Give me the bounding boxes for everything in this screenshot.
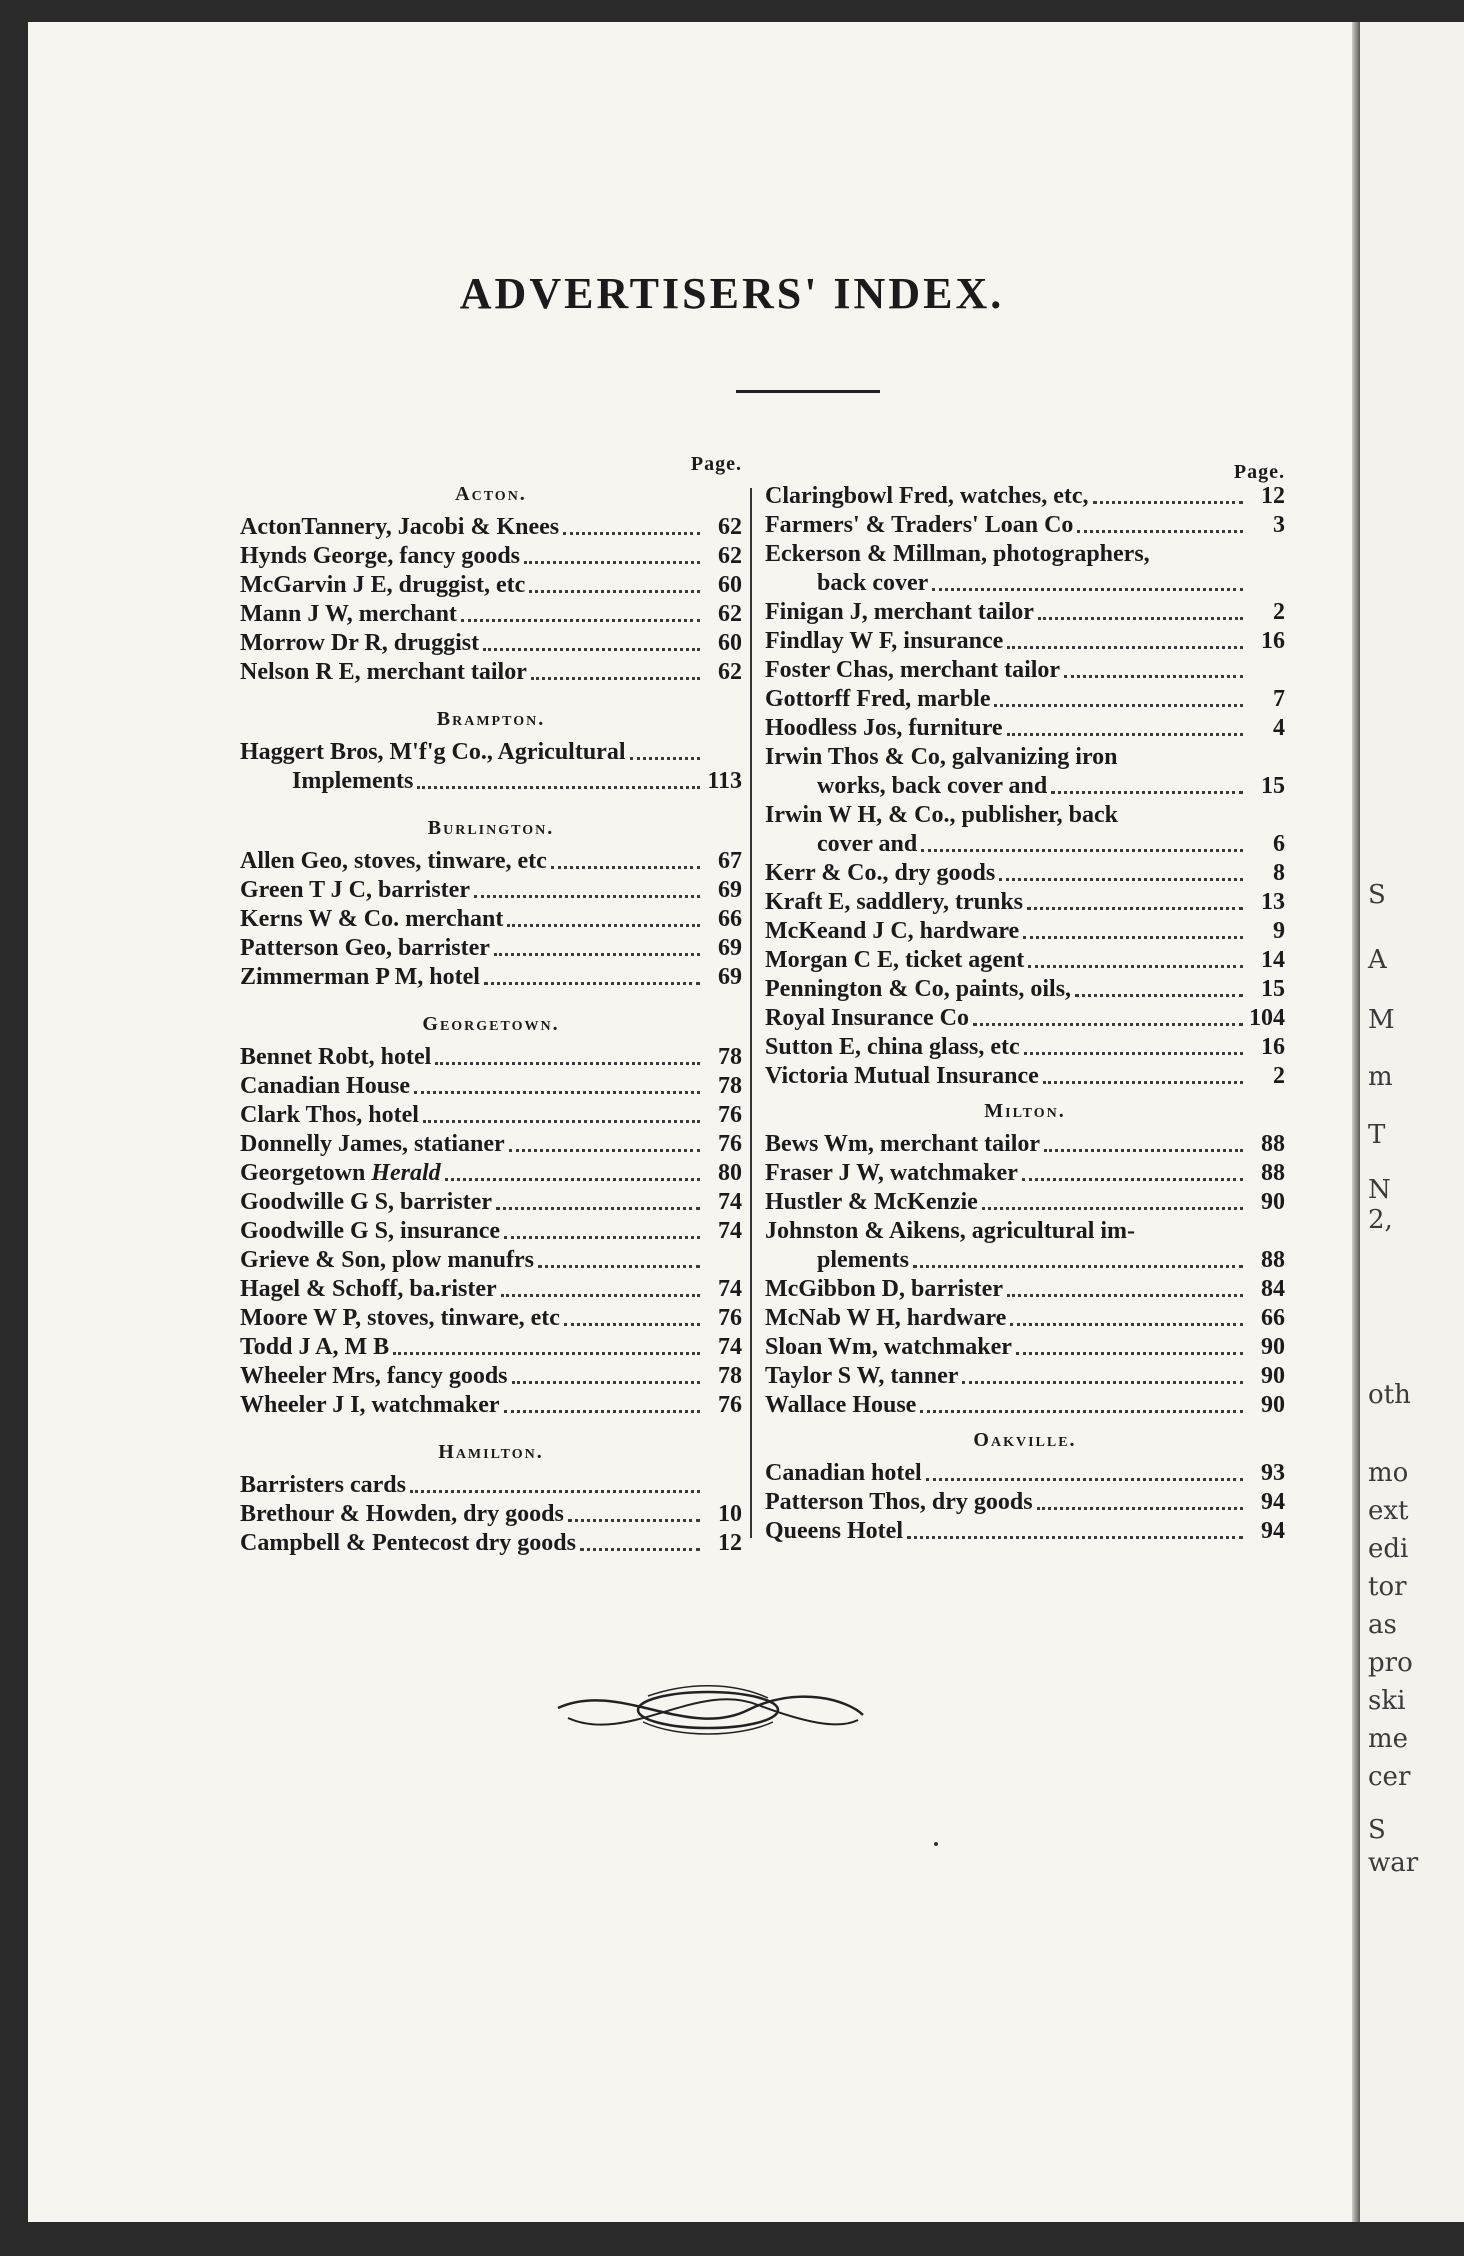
- page-number: 15: [1261, 976, 1285, 1002]
- adjacent-page-text-fragment: tor: [1368, 1572, 1407, 1602]
- adjacent-page-text-fragment: S: [1368, 880, 1386, 910]
- index-entry: [765, 1459, 1285, 1488]
- page-number: 7: [1273, 686, 1285, 712]
- advertiser-name: Barristers cards: [240, 1472, 406, 1498]
- page-number: 16: [1261, 628, 1285, 654]
- dot-leader: [1064, 675, 1243, 678]
- advertiser-name: Grieve & Son, plow manufrs: [240, 1247, 534, 1273]
- page-number: 104: [1249, 1005, 1285, 1031]
- dot-leader: [907, 1536, 1243, 1539]
- page-number: 62: [718, 543, 742, 569]
- advertiser-name: Goodwille G S, insurance: [240, 1218, 501, 1244]
- dot-leader: [1007, 646, 1243, 649]
- index-entry: [765, 1333, 1285, 1362]
- dot-leader: [529, 590, 700, 593]
- index-entry: [240, 513, 742, 542]
- page-number: 93: [1261, 1460, 1285, 1486]
- dot-leader: [1023, 936, 1243, 939]
- dot-leader: [1028, 965, 1243, 968]
- dot-leader: [417, 786, 700, 789]
- adjacent-page-text-fragment: edi: [1368, 1534, 1409, 1564]
- dot-leader: [1044, 1149, 1243, 1152]
- dot-leader: [580, 1548, 700, 1551]
- advertiser-name: Gottorff Fred, marble: [765, 686, 991, 712]
- column-divider: [750, 488, 752, 1538]
- dot-leader: [1024, 1052, 1243, 1055]
- index-entry: [765, 801, 1285, 830]
- index-entry: [765, 772, 1285, 801]
- advertiser-name: Implements: [292, 768, 414, 794]
- advertiser-name: back cover: [817, 570, 929, 596]
- dot-leader: [1016, 1352, 1243, 1355]
- advertiser-name: Sloan Wm, watchmaker: [765, 1334, 1012, 1360]
- index-entry: [765, 888, 1285, 917]
- page-number: 78: [718, 1044, 742, 1070]
- advertiser-name: works, back cover and: [817, 773, 1048, 799]
- page-number: 2: [1273, 599, 1285, 625]
- index-entry: [765, 1362, 1285, 1391]
- index-entry: [240, 963, 742, 992]
- book-gutter: [1352, 22, 1360, 2222]
- advertiser-name: Clark Thos, hotel: [240, 1102, 419, 1128]
- index-entry: [765, 859, 1285, 888]
- page-number: 13: [1261, 889, 1285, 915]
- town-heading: Hamilton.: [438, 1441, 544, 1463]
- advertiser-name: Victoria Mutual Insurance: [765, 1063, 1039, 1089]
- index-entry: [765, 598, 1285, 627]
- advertiser-name: Royal Insurance Co: [765, 1005, 970, 1031]
- advertiser-name: Wheeler Mrs, fancy goods: [240, 1363, 508, 1389]
- advertiser-name: Morgan C E, ticket agent: [765, 947, 1025, 973]
- dot-leader: [999, 878, 1243, 881]
- adjacent-page-text-fragment: war: [1368, 1848, 1419, 1878]
- dot-leader: [1038, 617, 1243, 620]
- advertiser-name: Irwin W H, & Co., publisher, back: [765, 802, 1118, 828]
- advertiser-name: Bennet Robt, hotel: [240, 1044, 432, 1070]
- dot-leader: [501, 1294, 700, 1297]
- adjacent-page-text-fragment: pro: [1368, 1648, 1413, 1678]
- advertiser-name: McKeand J C, hardware: [765, 918, 1020, 944]
- advertiser-name: Foster Chas, merchant tailor: [765, 657, 1061, 683]
- page-number: 74: [718, 1189, 742, 1215]
- dot-leader: [504, 1236, 700, 1239]
- advertiser-name: McGibbon D, barrister: [765, 1276, 1003, 1302]
- town-heading: Milton.: [984, 1100, 1066, 1122]
- advertiser-name: Nelson R E, merchant tailor: [240, 659, 527, 685]
- advertiser-name: Goodwille G S, barrister: [240, 1189, 492, 1215]
- town-heading: Acton.: [455, 483, 527, 505]
- dot-leader: [1075, 994, 1243, 997]
- advertiser-name: Hagel & Schoff, ba.rister: [240, 1276, 497, 1302]
- adjacent-page-text-fragment: ext: [1368, 1496, 1409, 1526]
- index-entry: [765, 1130, 1285, 1159]
- page-number: 6: [1273, 831, 1285, 857]
- page-number: 4: [1273, 715, 1285, 741]
- page-number: 74: [718, 1276, 742, 1302]
- adjacent-page-text-fragment: N: [1368, 1175, 1391, 1205]
- index-entry: [240, 738, 742, 767]
- dot-leader: [1010, 1323, 1243, 1326]
- advertiser-name: Allen Geo, stoves, tinware, etc: [240, 848, 547, 874]
- advertiser-name: Fraser J W, watchmaker: [765, 1160, 1018, 1186]
- page-number: 113: [707, 768, 742, 794]
- page-number: 15: [1261, 773, 1285, 799]
- dot-leader: [932, 588, 1243, 591]
- index-entry: [765, 1217, 1285, 1246]
- flourish-ornament: [548, 1660, 868, 1755]
- adjacent-page-text-fragment: m: [1368, 1062, 1393, 1092]
- right-column: [765, 458, 1285, 1546]
- dot-leader: [461, 619, 700, 622]
- page-number: 88: [1261, 1160, 1285, 1186]
- italic-word: Herald: [371, 1160, 441, 1186]
- advertiser-name: Todd J A, M B: [240, 1334, 390, 1360]
- index-entry: [240, 1275, 742, 1304]
- page-number: 2: [1273, 1063, 1285, 1089]
- index-entry: [765, 917, 1285, 946]
- advertiser-name: Brethour & Howden, dry goods: [240, 1501, 564, 1527]
- adjacent-page-text-fragment: oth: [1368, 1380, 1411, 1410]
- index-entry: [240, 1217, 742, 1246]
- page-number: 9: [1273, 918, 1285, 944]
- index-entry: [240, 1391, 742, 1420]
- advertiser-name: Queens Hotel: [765, 1518, 903, 1544]
- index-entry: [765, 1304, 1285, 1333]
- index-entry: [240, 1188, 742, 1217]
- index-entry: [765, 714, 1285, 743]
- dot-leader: [509, 1149, 700, 1152]
- advertiser-name: Hynds George, fancy goods: [240, 543, 521, 569]
- index-entry: [240, 542, 742, 571]
- dot-leader: [423, 1120, 700, 1123]
- adjacent-page-text-fragment: ski: [1368, 1686, 1406, 1716]
- index-entry: [765, 1488, 1285, 1517]
- page-number: 76: [718, 1392, 742, 1418]
- index-entry: [240, 1072, 742, 1101]
- advertiser-name: Sutton E, china glass, etc: [765, 1034, 1020, 1060]
- index-entry: [765, 511, 1285, 540]
- advertiser-name: Donnelly James, statianer: [240, 1131, 505, 1157]
- advertiser-name: Hoodless Jos, furniture: [765, 715, 1003, 741]
- advertiser-name: Moore W P, stoves, tinware, etc: [240, 1305, 560, 1331]
- index-entry: [765, 1246, 1285, 1275]
- index-entry: [240, 1500, 742, 1529]
- index-entry: [240, 1159, 742, 1188]
- page-number: 90: [1261, 1363, 1285, 1389]
- index-entry: [765, 743, 1285, 772]
- advertiser-name: ActonTannery, Jacobi & Knees: [240, 514, 560, 540]
- index-entry: [765, 1391, 1285, 1420]
- adjacent-page-text-fragment: 2,: [1368, 1205, 1393, 1235]
- page-title: ADVERTISERS' INDEX.: [459, 269, 1005, 318]
- advertiser-name: Haggert Bros, M'f'g Co., Agricultural: [240, 739, 626, 765]
- dot-leader: [994, 704, 1243, 707]
- index-entry: [240, 1130, 742, 1159]
- advertiser-name: cover and: [817, 831, 918, 857]
- page-number: 69: [718, 877, 742, 903]
- adjacent-page-text-fragment: M: [1368, 1005, 1395, 1035]
- left-column: [240, 450, 742, 1558]
- index-entry: [240, 767, 742, 796]
- advertiser-name: Kerr & Co., dry goods: [765, 860, 996, 886]
- advertiser-name: Green T J C, barrister: [240, 877, 470, 903]
- dot-leader: [921, 849, 1243, 852]
- page-number: 76: [718, 1131, 742, 1157]
- title-rule: [736, 390, 880, 393]
- index-entry: [240, 1246, 742, 1275]
- dot-leader: [973, 1023, 1243, 1026]
- advertiser-name: plements: [817, 1247, 909, 1273]
- page-number: 60: [718, 572, 742, 598]
- adjacent-page-text-fragment: A: [1368, 945, 1387, 975]
- page-column-header: Page.: [690, 453, 742, 475]
- index-entry: [765, 1062, 1285, 1091]
- dot-leader: [445, 1178, 700, 1181]
- page-number: 90: [1261, 1189, 1285, 1215]
- dot-leader: [538, 1265, 700, 1268]
- dot-leader: [926, 1478, 1243, 1481]
- page-number: 3: [1273, 512, 1285, 538]
- advertiser-name: Zimmerman P M, hotel: [240, 964, 480, 990]
- advertiser-name: Georgetown Herald: [240, 1160, 441, 1186]
- dot-leader: [920, 1410, 1243, 1413]
- advertiser-name: Johnston & Aikens, agricultural im-: [765, 1218, 1136, 1244]
- index-entry: [240, 1101, 742, 1130]
- advertiser-name: Taylor S W, tanner: [765, 1363, 959, 1389]
- index-entry: [240, 876, 742, 905]
- index-entry: [765, 569, 1285, 598]
- advertiser-name: Bews Wm, merchant tailor: [765, 1131, 1041, 1157]
- advertiser-name: Claringbowl Fred, watches, etc,: [765, 483, 1089, 509]
- index-entry: [765, 830, 1285, 859]
- ink-speck: [934, 1842, 938, 1846]
- index-entry: [765, 1033, 1285, 1062]
- index-entry: [240, 571, 742, 600]
- advertiser-name: Irwin Thos & Co, galvanizing iron: [765, 744, 1118, 770]
- page-column-header: Page.: [1233, 461, 1285, 483]
- page-number: 16: [1261, 1034, 1285, 1060]
- dot-leader: [484, 982, 700, 985]
- index-entry: [765, 656, 1285, 685]
- index-entry: [765, 1159, 1285, 1188]
- dot-leader: [524, 561, 700, 564]
- adjacent-page-edge: [1360, 22, 1464, 2222]
- page-number: 74: [718, 1218, 742, 1244]
- index-entry: [240, 934, 742, 963]
- advertiser-name: Wheeler J I, watchmaker: [240, 1392, 500, 1418]
- index-entry: [240, 905, 742, 934]
- page-number: 69: [718, 964, 742, 990]
- index-entry: [240, 1333, 742, 1362]
- page-number: 66: [718, 906, 742, 932]
- page-number: 60: [718, 630, 742, 656]
- page-number: 76: [718, 1305, 742, 1331]
- index-entry: [765, 482, 1285, 511]
- dot-leader: [512, 1381, 700, 1384]
- dot-leader: [1022, 1178, 1243, 1181]
- advertiser-name: Findlay W F, insurance: [765, 628, 1004, 654]
- town-heading: Burlington.: [427, 817, 555, 839]
- dot-leader: [1093, 501, 1243, 504]
- page-number: 76: [718, 1102, 742, 1128]
- dot-leader: [474, 895, 700, 898]
- index-entry: [240, 1362, 742, 1391]
- dot-leader: [913, 1265, 1243, 1268]
- index-entry: [765, 1275, 1285, 1304]
- page-number: 67: [718, 848, 742, 874]
- page-number: 62: [718, 659, 742, 685]
- dot-leader: [410, 1490, 700, 1493]
- dot-leader: [1037, 1507, 1243, 1510]
- page-number: 94: [1261, 1518, 1285, 1544]
- dot-leader: [531, 677, 700, 680]
- dot-leader: [507, 924, 700, 927]
- dot-leader: [494, 953, 700, 956]
- town-heading: Brampton.: [436, 708, 546, 730]
- page-number: 14: [1261, 947, 1285, 973]
- adjacent-page-text-fragment: T: [1368, 1120, 1386, 1150]
- adjacent-page-text-fragment: S: [1368, 1815, 1386, 1845]
- adjacent-page-text-fragment: as: [1368, 1610, 1397, 1640]
- page-number: 69: [718, 935, 742, 961]
- advertiser-name: Canadian hotel: [765, 1460, 922, 1486]
- index-entry: [240, 1043, 742, 1072]
- index-entry: [765, 685, 1285, 714]
- index-entry: [765, 1188, 1285, 1217]
- dot-leader: [551, 866, 700, 869]
- dot-leader: [496, 1207, 700, 1210]
- dot-leader: [1077, 530, 1243, 533]
- page-number: 62: [718, 601, 742, 627]
- page-number: 90: [1261, 1334, 1285, 1360]
- index-entry: [240, 1304, 742, 1333]
- index-entry: [765, 1517, 1285, 1546]
- page-number: 12: [1261, 483, 1285, 509]
- adjacent-page-text-fragment: cer: [1368, 1762, 1411, 1792]
- index-entry: [765, 1004, 1285, 1033]
- index-entry: [765, 540, 1285, 569]
- page-number: 10: [718, 1501, 742, 1527]
- page-number: 12: [718, 1530, 742, 1556]
- advertiser-name: Hustler & McKenzie: [765, 1189, 978, 1215]
- advertiser-name: Patterson Geo, barrister: [240, 935, 490, 961]
- advertiser-name: Patterson Thos, dry goods: [765, 1489, 1033, 1515]
- dot-leader: [982, 1207, 1243, 1210]
- index-entry: [240, 629, 742, 658]
- page-number: 78: [718, 1073, 742, 1099]
- town-heading: Oakville.: [973, 1429, 1077, 1451]
- page-number: 62: [718, 514, 742, 540]
- advertiser-name: Canadian House: [240, 1073, 411, 1099]
- index-entry: [240, 847, 742, 876]
- index-entry: [240, 1529, 742, 1558]
- index-entry: [240, 1471, 742, 1500]
- index-entry: [765, 975, 1285, 1004]
- page-number: 88: [1261, 1131, 1285, 1157]
- advertiser-name: Morrow Dr R, druggist: [240, 630, 480, 656]
- advertiser-name: Wallace House: [765, 1392, 917, 1418]
- advertiser-name: Kraft E, saddlery, trunks: [765, 889, 1024, 915]
- dot-leader: [1007, 1294, 1243, 1297]
- dot-leader: [414, 1091, 700, 1094]
- index-entry: [240, 658, 742, 687]
- advertiser-name: Pennington & Co, paints, oils,: [765, 976, 1072, 1002]
- page-number: 90: [1261, 1392, 1285, 1418]
- advertiser-name: Campbell & Pentecost dry goods: [240, 1530, 576, 1556]
- page-number: 84: [1261, 1276, 1285, 1302]
- page-number: 88: [1261, 1247, 1285, 1273]
- advertiser-name: Farmers' & Traders' Loan Co: [765, 512, 1074, 538]
- dot-leader: [1027, 907, 1243, 910]
- index-entry: [765, 946, 1285, 975]
- town-heading: Georgetown.: [422, 1013, 560, 1035]
- dot-leader: [1051, 791, 1243, 794]
- page-number: 80: [718, 1160, 742, 1186]
- page-number: 78: [718, 1363, 742, 1389]
- index-entry: [765, 627, 1285, 656]
- page-number: 94: [1261, 1489, 1285, 1515]
- advertiser-name: McGarvin J E, druggist, etc: [240, 572, 526, 598]
- index-entry: [240, 600, 742, 629]
- advertiser-name: Eckerson & Millman, photographers,: [765, 541, 1150, 567]
- dot-leader: [1007, 733, 1243, 736]
- dot-leader: [962, 1381, 1243, 1384]
- dot-leader: [435, 1062, 700, 1065]
- advertiser-name: Mann J W, merchant: [240, 601, 457, 627]
- dot-leader: [393, 1352, 700, 1355]
- adjacent-page-text-fragment: mo: [1368, 1458, 1409, 1488]
- advertiser-name: Finigan J, merchant tailor: [765, 599, 1034, 625]
- dot-leader: [1043, 1081, 1243, 1084]
- page-number: 74: [718, 1334, 742, 1360]
- advertiser-name: Kerns W & Co. merchant: [240, 906, 504, 932]
- dot-leader: [630, 757, 701, 760]
- dot-leader: [564, 1323, 700, 1326]
- page-number: 66: [1261, 1305, 1285, 1331]
- dot-leader: [504, 1410, 701, 1413]
- advertiser-name: McNab W H, hardware: [765, 1305, 1007, 1331]
- page-number: 8: [1273, 860, 1285, 886]
- dot-leader: [483, 648, 700, 651]
- dot-leader: [563, 532, 700, 535]
- adjacent-page-text-fragment: me: [1368, 1724, 1409, 1754]
- dot-leader: [568, 1519, 700, 1522]
